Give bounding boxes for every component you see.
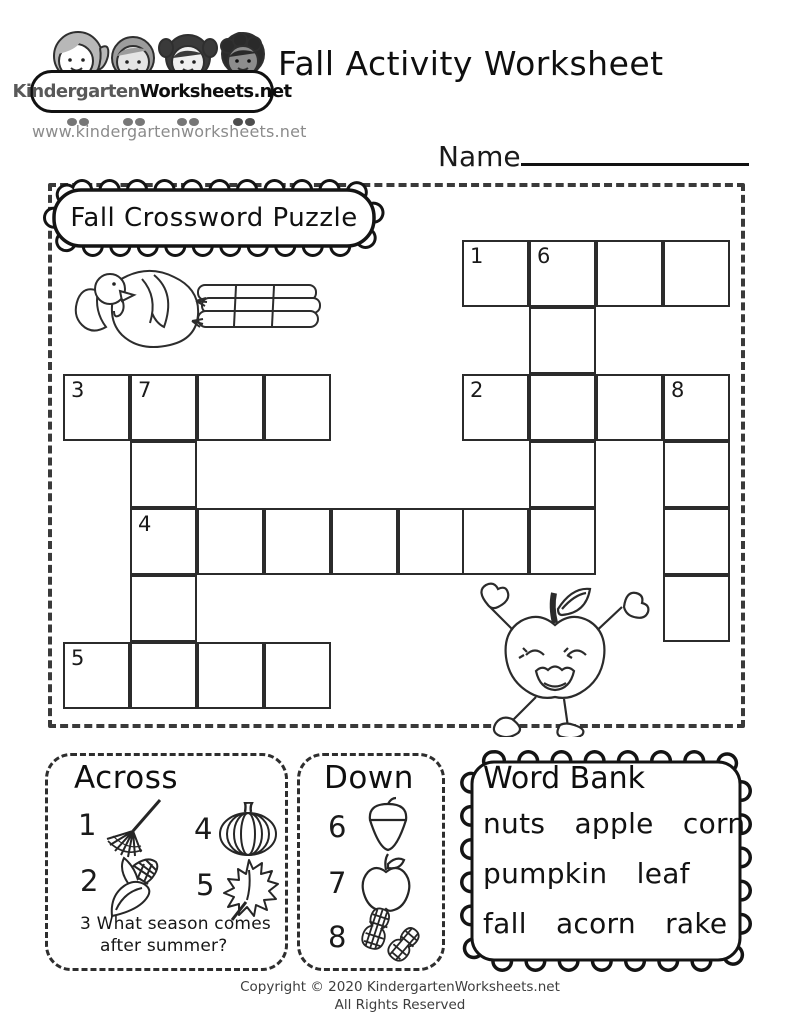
acorn-icon: [362, 796, 414, 854]
word-bank-line-1: nuts apple corn: [483, 807, 746, 840]
logo-brand-part2: Worksheets.net: [139, 81, 292, 102]
grid-cell: 1: [462, 240, 529, 307]
grid-cell: 2: [462, 374, 529, 441]
grid-cell: 4: [130, 508, 197, 575]
across-clue-3-text-line2: after summer?: [100, 936, 228, 956]
down-heading: Down: [324, 760, 414, 796]
corn-icon: [102, 854, 164, 920]
across-clue-5-number: 5: [196, 868, 215, 902]
grid-cell: 8: [663, 374, 730, 441]
logo-banner: [12, 70, 292, 113]
site-url: www.kindergartenworksheets.net: [32, 122, 307, 141]
rake-icon: [100, 796, 166, 862]
pumpkin-icon: [216, 802, 280, 858]
down-clue-7-number: 7: [328, 866, 347, 900]
page-title: Fall Activity Worksheet: [278, 44, 664, 83]
puzzle-title-bubble: [40, 176, 388, 260]
logo-brand-part1: Kindergarten: [12, 81, 140, 102]
across-clue-1-number: 1: [78, 808, 97, 842]
name-blank-line: [521, 136, 749, 166]
grid-cell: 7: [130, 374, 197, 441]
across-clue-3-text: 3 What season comes: [80, 914, 271, 934]
down-clue-8-number: 8: [328, 920, 347, 954]
word-bank-panel: [455, 745, 757, 977]
peanuts-icon: [354, 906, 424, 968]
apple-icon: [358, 852, 414, 912]
name-label: Name: [438, 140, 521, 173]
across-clue-3-number: 3: [80, 914, 92, 934]
name-field: [438, 136, 749, 173]
rights-line: All Rights Reserved: [334, 997, 466, 1013]
grid-cell: 6: [529, 240, 596, 307]
grid-cell: 3: [63, 374, 130, 441]
word-bank-line-2: pumpkin leaf: [483, 857, 690, 890]
site-logo: [12, 20, 307, 170]
down-clues-panel: [297, 753, 445, 971]
across-clue-4-number: 4: [194, 812, 213, 846]
across-clues-panel: [45, 753, 288, 971]
across-clue-2-number: 2: [80, 864, 99, 898]
turkey-illustration: [68, 253, 328, 358]
word-bank-line-3: fall acorn rake: [483, 907, 728, 940]
copyright-line: Copyright © 2020 KindergartenWorksheets.net: [240, 979, 560, 995]
word-bank-heading: Word Bank: [483, 761, 645, 796]
across-heading: Across: [74, 760, 179, 796]
copyright-footer: [0, 978, 800, 1014]
puzzle-title: Fall Crossword Puzzle: [70, 203, 358, 233]
down-clue-6-number: 6: [328, 810, 347, 844]
apple-character-illustration: [448, 575, 668, 737]
grid-cell: 5: [63, 642, 130, 709]
